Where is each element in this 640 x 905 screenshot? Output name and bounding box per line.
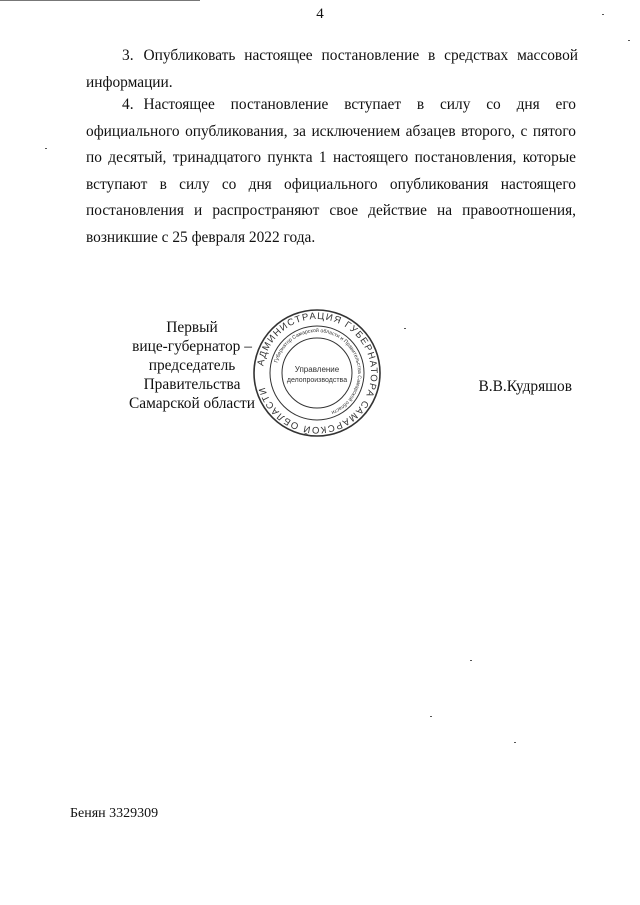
- signatory-title-line-2: вице-губернатор –: [132, 338, 252, 355]
- scan-speck: [45, 148, 47, 149]
- paragraph-4: [86, 92, 576, 251]
- footer-code: Бенян 3329309: [70, 806, 159, 821]
- scan-speck: [404, 328, 406, 329]
- stamp-inner-text: Губернатор Самарской области и Правительства Самарской области: [273, 327, 363, 416]
- scan-speck: [514, 742, 516, 743]
- scan-edge-line: [0, 0, 200, 1]
- signatory-title-line-4: Самарской области: [128, 395, 255, 412]
- paragraph-3: [86, 43, 578, 96]
- paragraph-4-number: 4.: [122, 96, 134, 113]
- stamp-center-line-1: Управление: [294, 365, 340, 374]
- signatory-title-line-3: председатель Правительства: [143, 357, 241, 393]
- signatory-title: [112, 318, 272, 413]
- signatory-title-line-1: Первый: [166, 319, 218, 336]
- paragraph-3-text: Опубликовать настоящее постановление в средствах массовой информации.: [86, 47, 578, 91]
- scan-speck: [430, 716, 432, 717]
- scan-speck: [602, 14, 604, 15]
- stamp-center-line-2: делопроизводства: [286, 377, 348, 384]
- scan-speck: [470, 660, 472, 661]
- paragraph-4-text: Настоящее постановление вступает в силу со дня его официального опубликования, за исключением абзацев второго, с пятого по десятый, тринадцатого пункта 1 настоящего постановления, которые вступают в силу со дня официального опубликования настоящего постановления и распространяют свое действие на правоотношения, возникшие с 25 февраля 2022 года.: [86, 96, 576, 246]
- scan-speck: [628, 40, 630, 41]
- page-number: 4: [316, 6, 324, 22]
- signer-name: В.В.Кудряшов: [478, 378, 572, 395]
- stamp-outer-text: АДМИНИСТРАЦИЯ ГУБЕРНАТОРА САМАРСКОЙ ОБЛАСТИ: [255, 310, 380, 436]
- official-stamp: [252, 308, 382, 438]
- paragraph-3-number: 3.: [122, 47, 134, 64]
